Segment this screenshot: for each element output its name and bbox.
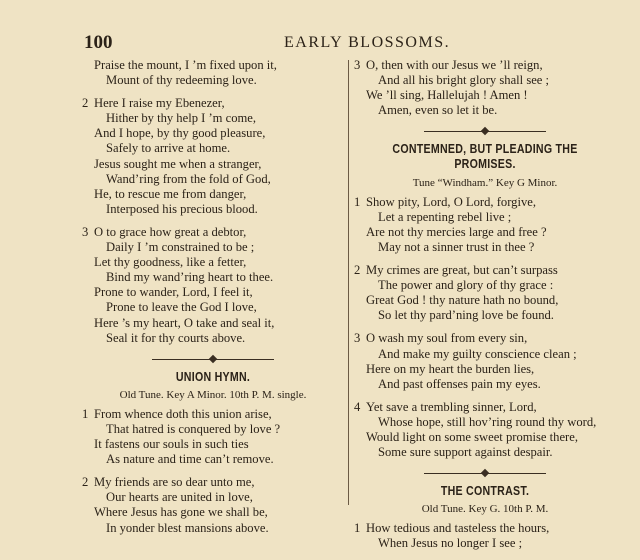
- verse-line: It fastens our souls in such ties: [94, 437, 249, 452]
- verse-line: Seal it for thy courts above.: [106, 330, 246, 345]
- verse-line: Safely to arrive at home.: [106, 141, 231, 156]
- running-title: EARLY BLOSSOMS.: [284, 34, 451, 51]
- verse-line: That hatred is conquered by love ?: [106, 421, 281, 436]
- verse-line: Daily I ’m constrained to be ;: [106, 240, 255, 255]
- left-column: [82, 58, 344, 544]
- verse-line: So let thy pard’ning love be found.: [378, 308, 554, 323]
- section-divider: [354, 468, 616, 478]
- verse-line: Would light on some sweet promise there,: [366, 429, 578, 444]
- verse-line: May not a sinner trust in thee ?: [378, 239, 535, 254]
- verse-line: Wand’ring from the fold of God,: [106, 171, 271, 186]
- verse-number: 1: [354, 194, 361, 209]
- divider-diamond-icon: [481, 469, 489, 477]
- verse-line: We ’ll sing, Hallelujah ! Amen !: [366, 88, 528, 103]
- hymn-title: UNION HYMN.: [175, 369, 251, 384]
- verse-line: Mount of thy redeeming love.: [106, 73, 257, 88]
- verse-line: Interposed his precious blood.: [106, 201, 258, 216]
- verse-line: Jesus sought me when a stranger,: [94, 156, 262, 171]
- verse-number: 1: [354, 521, 361, 536]
- page-number: 100: [84, 32, 113, 53]
- verse-line: How tedious and tasteless the hours,: [366, 521, 550, 536]
- verse-line: Yet save a trembling sinner, Lord,: [366, 399, 537, 414]
- verse-number: 2: [82, 96, 89, 111]
- verse-number: 4: [354, 399, 361, 414]
- verse-line: Where Jesus has gone we shall be,: [94, 505, 268, 520]
- verse-line: In yonder blest mansions above.: [106, 520, 269, 535]
- verse-2: [82, 96, 344, 217]
- verse-line: From whence doth this union arise,: [94, 406, 272, 421]
- section-divider: [354, 126, 616, 136]
- verse-4: [354, 400, 616, 460]
- verse-1: [82, 407, 344, 467]
- verse-3: [354, 58, 616, 118]
- verse-line: As nature and time can’t remove.: [106, 452, 274, 467]
- column-divider: [348, 60, 349, 505]
- verse-line: He, to rescue me from danger,: [94, 186, 247, 201]
- page-header: [84, 32, 604, 56]
- verse-line: And past offenses pain my eyes.: [378, 376, 541, 391]
- divider-diamond-icon: [209, 354, 217, 362]
- verse-number: 1: [82, 406, 89, 421]
- verse-line: My crimes are great, but can’t surpass: [366, 263, 558, 278]
- verse-line: O to grace how great a debtor,: [94, 224, 247, 239]
- right-column: [354, 58, 616, 560]
- verse-line: Here on my heart the burden lies,: [366, 361, 535, 376]
- verse-line: Prone to leave the God I love,: [106, 300, 257, 315]
- verse-line: My friends are so dear unto me,: [94, 475, 255, 490]
- verse-2: [82, 475, 344, 535]
- verse-3: [354, 331, 616, 391]
- verse-line: And all his bright glory shall see ;: [378, 73, 550, 88]
- verse-3: [82, 225, 344, 346]
- verse-number: 3: [354, 331, 361, 346]
- verse-line: And make my guilty conscience clean ;: [378, 346, 577, 361]
- continued-verse: [82, 58, 344, 88]
- divider-diamond-icon: [481, 127, 489, 135]
- verse-line: Hither by thy help I ’m come,: [106, 111, 257, 126]
- verse-number: 2: [82, 475, 89, 490]
- verse-line: The power and glory of thy grace :: [378, 278, 554, 293]
- tune-info: Old Tune. Key G. 10th P. M.: [421, 503, 549, 516]
- verse-line: Amen, even so let it be.: [378, 103, 498, 118]
- verse-line: Let thy goodness, like a fetter,: [94, 255, 247, 270]
- verse-1: [354, 521, 616, 551]
- verse-line: O wash my soul from every sin,: [366, 331, 528, 346]
- verse-line: Let a repenting rebel live ;: [378, 209, 512, 224]
- verse-number: 3: [82, 224, 89, 239]
- section-divider: [82, 354, 344, 364]
- verse-line: Show pity, Lord, O Lord, forgive,: [366, 194, 536, 209]
- verse-line: Here I raise my Ebenezer,: [94, 96, 225, 111]
- verse-line: O, then with our Jesus we ’ll reign,: [366, 58, 543, 72]
- verse-line: Here ’s my heart, O take and seal it,: [94, 315, 275, 330]
- verse-line: Bind my wand’ring heart to thee.: [106, 270, 274, 285]
- verse-number: 3: [354, 58, 361, 72]
- verse-line: Praise the mount, I ’m fixed upon it,: [94, 58, 277, 72]
- verse-line: And I hope, by thy good pleasure,: [94, 126, 266, 141]
- tune-info: Tune “Windham.” Key G Minor.: [412, 176, 558, 189]
- verse-line: Are not thy mercies large and free ?: [366, 224, 547, 239]
- verse-number: 2: [354, 263, 361, 278]
- verse-line: Whose hope, still hov’ring round thy word,: [378, 414, 597, 429]
- verse-line: Prone to wander, Lord, I feel it,: [94, 285, 253, 300]
- verse-line: Our hearts are united in love,: [106, 490, 253, 505]
- verse-line: Some sure support against despair.: [378, 445, 553, 460]
- verse-line: When Jesus no longer I see ;: [378, 536, 523, 551]
- verse-2: [354, 263, 616, 323]
- tune-info: Old Tune. Key A Minor. 10th P. M. single.: [119, 388, 307, 401]
- hymn-title: CONTEMNED, BUT PLEADING THE PROMISES.: [392, 142, 578, 172]
- verse-1: [354, 195, 616, 255]
- verse-line: Great God ! thy nature hath no bound,: [366, 293, 559, 308]
- hymn-title: THE CONTRAST.: [440, 484, 530, 499]
